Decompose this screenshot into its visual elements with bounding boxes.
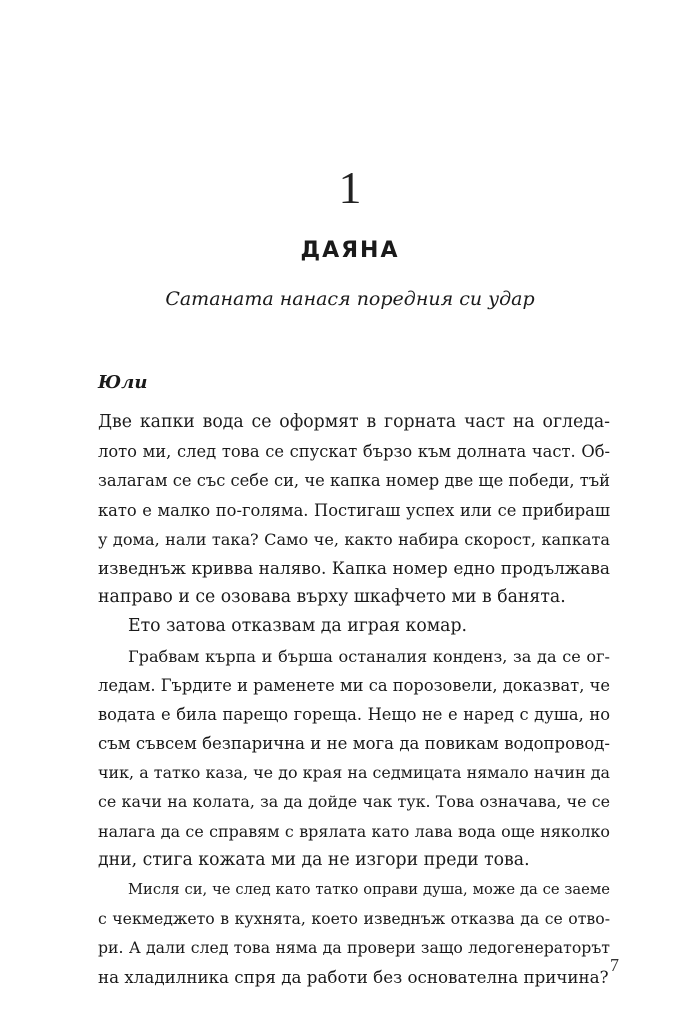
text-line: ри. А дали след това няма да провери защо ледогенераторът [98, 938, 610, 958]
text-line: Грабвам кърпа и бърша останалия конденз, за да се ог- [128, 646, 610, 666]
text-line: дни, стига кожата ми да не изгори преди това. [98, 849, 530, 870]
text-line: Мисля си, че след като татко оправи душа, може да се заеме [128, 881, 610, 898]
text-line: чик, а татко каза, че до края на седмицата нямало начин да [98, 763, 610, 783]
chapter-number: 1 [338, 162, 362, 213]
paragraph [98, 408, 610, 612]
narrator-heading: Юли [98, 372, 148, 393]
page-number: 7 [610, 955, 619, 975]
text-line: се качи на колата, за да дойде чак тук. Това означава, че се [98, 792, 610, 812]
text-line: лото ми, след това се спускат бързо към долната част. Об- [98, 442, 610, 462]
text-line: като е малко по-голяма. Постигаш успех или се прибираш [98, 500, 610, 520]
text-line: Ето затова отказвам да играя комар. [128, 616, 468, 637]
paragraph [98, 642, 610, 876]
text-line: у дома, нали така? Само че, както набира скорост, капката [98, 529, 610, 549]
text-line: изведнъж кривва наляво. Капка номер едно продължава [98, 557, 610, 578]
text-line: направо и се озовава върху шкафчето ми в банята. [98, 587, 566, 608]
text-line: съм съвсем безпарична и не мога да повикам водопровод- [98, 734, 610, 754]
text-line: на хладилника спря да работи без основателна причина? [98, 966, 609, 987]
text-line: ледам. Гърдите и раменете ми са порозовели, доказват, че [98, 675, 610, 695]
chapter-subtitle: Сатаната нанася поредния си удар [165, 288, 535, 310]
body-text [98, 408, 610, 992]
text-line: водата е била парещо гореща. Нещо не е наред с душа, но [98, 704, 610, 724]
text-line: с чекмеджето в кухнята, което изведнъж отказва да се отво- [98, 909, 610, 929]
text-line: залагам се със себе си, че капка номер две ще победи, тъй [98, 471, 610, 491]
chapter-title: ДАЯНА [300, 238, 400, 263]
text-line: налага да се справям с врялата като лава вода още няколко [98, 821, 610, 841]
paragraph [98, 612, 610, 641]
text-line: Две капки вода се оформят в горната част на огледа- [98, 412, 610, 432]
